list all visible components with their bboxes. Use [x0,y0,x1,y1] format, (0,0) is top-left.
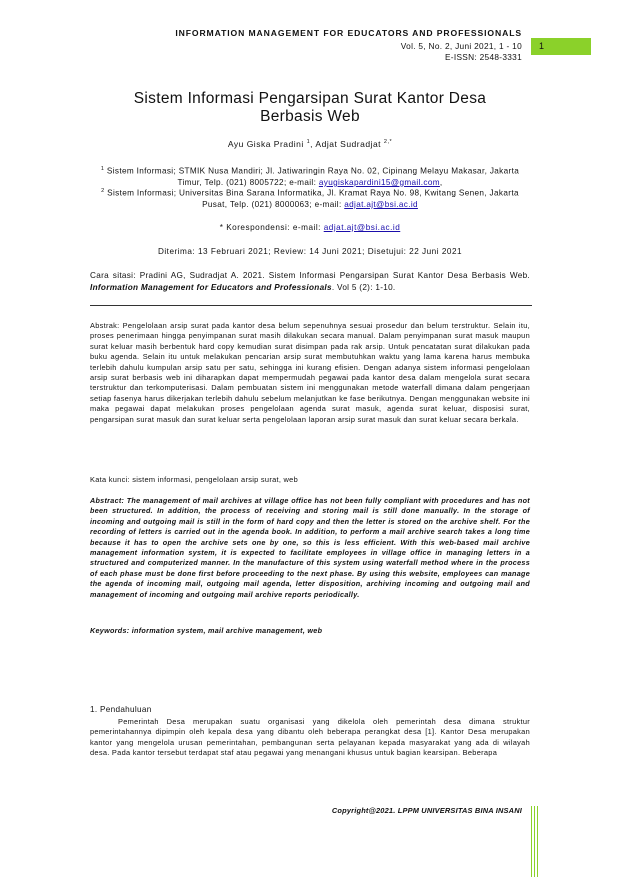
section-heading-introduction: 1. Pendahuluan [90,705,152,714]
header-divider [90,305,532,306]
submission-dates: Diterima: 13 Februari 2021; Review: 14 Juni 2021; Disetujui: 22 Juni 2021 [157,247,463,256]
paper-title-line-1: Sistem Informasi Pengarsipan Surat Kantor Desa [133,90,487,107]
page-number-badge [531,38,591,55]
paper-title-line-2: Berbasis Web [260,108,360,125]
citation [90,270,530,294]
page-number: 1 [539,41,545,51]
footer-accent-bar-3 [537,806,538,877]
author-1-affiliation-mark: 1 [306,139,311,146]
keywords-english: Keywords: information system, mail archive management, web [90,626,323,635]
affiliation-2-mark: 2 [101,188,105,194]
keywords-indonesian: Kata kunci: sistem informasi, pengelolaan arsip surat, web [90,475,299,484]
section-introduction-text: Pemerintah Desa merupakan suatu organisasi yang dikelola oleh pemerintah desa dimana struktur pemerintahannya dipimpin oleh kepala desa yang dibantu oleh beberapa perangkat desa [1]. Kantor Desa merupakan kantor yang mengelola urusan pemerintahan, pembangunan serta pelayanan kepada masyarakat yang ada di wilayah desa. Pada kantor tersebut terdapat staf atau pegawai yang menangani khusus untuk bagian kearsipan. Beberapa [90,717,530,758]
affiliation-2 [95,186,525,210]
author-2: , Adjat Sudradjat [310,139,384,149]
correspondence [90,223,530,232]
citation-text: Cara sitasi: Pradini AG, Sudradjat A. 2021. Sistem Informasi Pengarsipan Surat Kantor Desa Berbasis Web. [90,271,530,280]
footer-accent-bar-2 [534,806,535,877]
citation-end: . Vol 5 (2): 1-10. [331,283,396,292]
author-list [90,139,530,149]
journal-name: INFORMATION MANAGEMENT FOR EDUCATORS AND PROFESSIONALS [175,28,522,38]
correspondence-label: * Korespondensi: e-mail: [219,223,324,232]
affiliation-1-end: , [439,177,443,187]
affiliation-2-email-link[interactable]: adjat.ajt@bsi.ac.id [344,199,418,209]
affiliation-2-text: Sistem Informasi; Universitas Bina Sarana Informatika, Jl. Kramat Raya No. 98, Kwitang Senen, Jakarta Pusat, Telp. (021) 8000063; e-mail: [104,188,519,209]
paper-title [90,90,530,126]
journal-volume: Vol. 5, No. 2, Juni 2021, 1 - 10 [400,41,522,51]
affiliation-1 [95,164,525,188]
footer-copyright: Copyright@2021. LPPM UNIVERSITAS BINA INSANI [331,806,522,815]
abstract-indonesian: Abstrak: Pengelolaan arsip surat pada kantor desa belum sepenuhnya sesuai prosedur dan belum terstruktur. Selain itu, proses penerimaan hingga penyimpanan surat masih dilakukan secara manual. Dalam penyimpanan surat masuk maupun surat keluar masih berbentuk hard copy kemudian surat disimpan pada rak arsip. Untuk pencatatan surat dilakukan pada buku agenda. Selain itu untuk melakukan pencarian arsip surat membutuhkan waktu yang lama karena harus membuka terlebih dahulu kumpulan arsip satu per satu, sehingga ini kurang efisien. Dengan adanya sistem informasi pengelolaan arsip surat berbasis web ini diharapkan dapat mempermudah pegawai pada kantor desa dalam mengelola surat secara terstruktur dan terkomputerisasi. Dalam pembuatan sistem ini menggunakan metode waterfall dimana dalam pengerjaan setiap fasenya harus dikerjakan terlebih dahulu sebelum melanjutkan ke fase berikutnya. Dengan menggunakan website ini maka pegawai dapat melakukan proses pengelolaan agenda surat masuk, agenda surat keluar, disposisi surat, pengarsipan surat masuk dan surat keluar serta pengelolaan laporan arsip surat masuk dan surat keluar secara berkala. [90,321,530,424]
journal-issn: E-ISSN: 2548-3331 [444,52,522,62]
author-1: Ayu Giska Pradini [227,139,307,149]
author-2-affiliation-mark: 2,* [383,139,393,146]
abstract-english: Abstract: The management of mail archives at village office has not been fully compliant with procedures and has not been structured. In addition, the process of receiving and storing mail is still done manually. In the storage of incoming and outgoing mail is still in the form of hard copy and then the letter is stored on the archive shelf. For the recording of letters is carried out in the agenda book. In addition, to perform a mail archive search takes a long time because it has to open the archive sets one by one, so this is less efficient. With this web-based mail archive management information system, it is expected to facilitate employees in village office in managing letters in a structured and computerized manner. In the manufacture of this system using waterfall method where in the process of each phase must be done first before proceeding to the next phase. By using this website, employees can manage the agenda of incoming mail, outgoing mail agenda, letter disposition, archiving incoming and outgoing mail and management of incoming and outgoing mail archive reports periodically. [90,496,530,599]
affiliation-1-text: Sistem Informasi; STMIK Nusa Mandiri; Jl. Jatiwaringin Raya No. 02, Cipinang Melayu Makasar, Jakarta Timur, Telp. (021) 8005722; e-mail: [104,166,520,187]
footer-accent-bar-1 [531,806,532,877]
affiliation-1-email-link[interactable]: ayugiskapardini15@gmail.com [318,177,440,187]
affiliation-1-mark: 1 [100,166,105,172]
citation-journal: Information Management for Educators and Professionals [90,283,332,292]
correspondence-email-link[interactable]: adjat.ajt@bsi.ac.id [323,223,401,232]
